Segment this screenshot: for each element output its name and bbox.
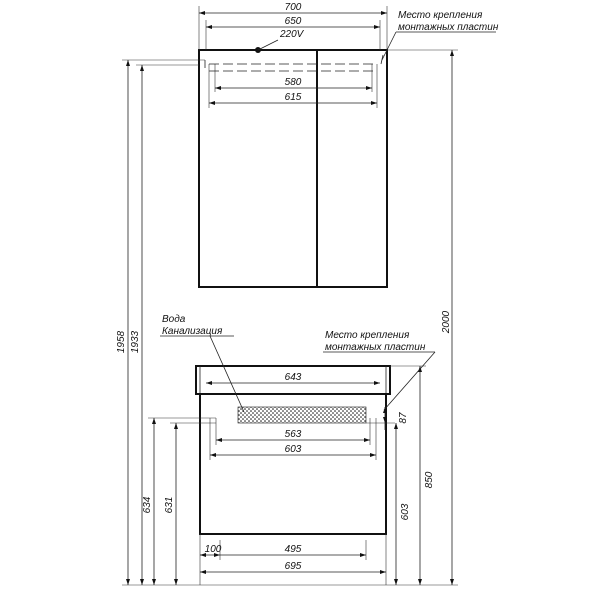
mirror-cabinet [199, 2, 499, 287]
dim-cabinet-mount-650: 650 [284, 16, 302, 27]
cabinet-mount-label-line2: монтажных пластин [398, 22, 499, 33]
dim-drawer-603: 603 [284, 444, 302, 455]
dim-height-1958: 1958 [116, 330, 127, 354]
dim-height-603: 603 [400, 503, 411, 521]
dim-height-634: 634 [142, 496, 153, 514]
dim-inner-563: 563 [284, 429, 302, 440]
dim-height-2000: 2000 [441, 310, 452, 334]
dim-offset-100: 100 [204, 544, 222, 555]
dim-top-643: 643 [284, 372, 302, 383]
dim-offset-87: 87 [398, 412, 409, 424]
dim-height-631: 631 [164, 496, 175, 514]
cabinet-mount-label-line1: Место крепления [398, 10, 483, 21]
dim-height-1933: 1933 [130, 330, 141, 354]
dim-height-850: 850 [424, 471, 435, 489]
voltage-label: 220V [280, 29, 304, 40]
vanity-plumbing-recess [238, 407, 366, 423]
utility-label-water: Вода [162, 314, 186, 325]
vanity-mount-label-line1: Место крепления [325, 330, 410, 341]
dim-light-580: 580 [284, 77, 302, 88]
dim-overall-695: 695 [284, 561, 302, 572]
dim-base-495: 495 [284, 544, 302, 555]
dim-cabinet-width-700: 700 [284, 2, 302, 13]
utility-label-sewer: Канализация [162, 326, 223, 337]
dim-light-615: 615 [284, 92, 302, 103]
vanity-unit [142, 314, 435, 585]
vanity-mount-label-line2: монтажных пластин [325, 342, 426, 353]
